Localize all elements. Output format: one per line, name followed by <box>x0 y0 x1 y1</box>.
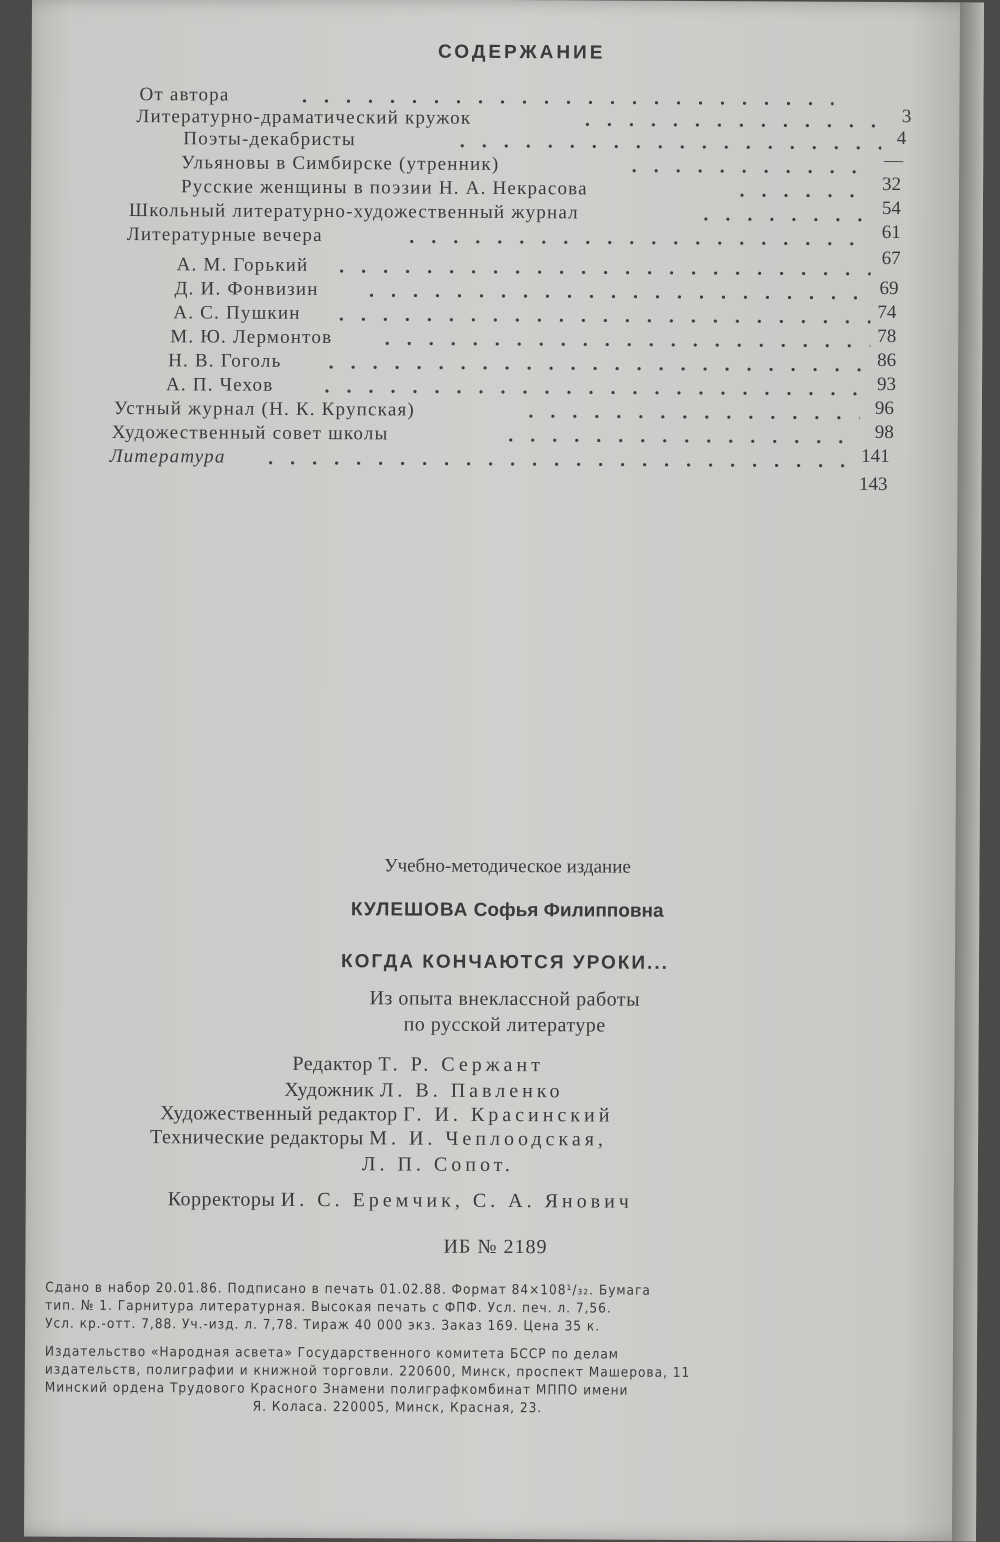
credit-person: Т. Р. Сержант <box>378 1053 544 1077</box>
credit-role: Технические редакторы <box>150 1126 364 1150</box>
credit-role: Корректоры <box>167 1188 276 1211</box>
toc-page-number: 69 <box>879 277 899 300</box>
credit-person: М. И. Чеплоодская, <box>369 1127 608 1151</box>
toc-page-number: 54 <box>881 197 901 220</box>
credit-role: Редактор <box>292 1052 373 1076</box>
toc-page-number: 78 <box>877 325 897 348</box>
toc-leader-dots <box>360 293 870 300</box>
ib-number: ИБ № 2189 <box>443 1235 548 1259</box>
toc-entry-label: А. С. Пушкин <box>173 302 301 324</box>
toc-entry-label: Литература <box>109 445 226 468</box>
toc-page-number: — <box>884 149 904 172</box>
book-subtitle-line-1: Из опыта внеклассной работы <box>369 987 641 1011</box>
toc-leader-dots <box>376 341 870 348</box>
toc-leader-dots <box>293 99 833 106</box>
author-last-name: КУЛЕШОВА <box>350 899 469 921</box>
publisher-line: издательств, полиграфии и книжной торговли. 220600, Минск, проспект Машерова, 11 <box>44 1361 691 1381</box>
edition-type: Учебно-методическое издание <box>384 855 631 878</box>
toc-leader-dots <box>316 389 870 396</box>
toc-page-number: 93 <box>876 373 897 396</box>
toc-entry-label: А. П. Чехов <box>165 374 274 396</box>
toc-page-number: 96 <box>874 397 894 420</box>
tech-line: тип. № 1. Гарнитура литературная. Высокая печать с ФПФ. Усл. печ. л. 7,56. <box>45 1297 612 1317</box>
toc-entry-label: Д. И. Фонвизин <box>174 278 319 301</box>
printer-line: Я. Коласа. 220005, Минск, Красная, 23. <box>252 1398 543 1417</box>
toc-entry-label: От автора <box>139 84 230 106</box>
credit-tech-editor-2: Л. П. Сопот. <box>361 1153 515 1177</box>
toc-page-number: 67 <box>881 247 901 270</box>
publisher-line: Издательство «Народная асвета» Государственного комитета БССР по делам <box>44 1343 619 1363</box>
tech-line: Усл. кр.-отт. 7,88. Уч.-изд. л. 7,78. Тираж 40 000 экз. Заказ 169. Цена 35 к. <box>45 1315 601 1335</box>
toc-page-number: 32 <box>882 173 902 196</box>
author-first-name: Софья Филипповна <box>473 899 664 922</box>
toc-title: СОДЕРЖАНИЕ <box>438 41 606 64</box>
toc-page-number: 86 <box>877 349 897 372</box>
toc-entry-label: Художественный совет школы <box>111 421 389 445</box>
credit-role: Художественный редактор <box>160 1102 398 1126</box>
toc-entry-label: А. М. Горький <box>176 254 309 276</box>
credit-editor <box>292 1053 544 1077</box>
toc-leader-dots <box>451 144 881 150</box>
toc-entry-label: Литературные вечера <box>126 224 323 247</box>
printer-line: Минский ордена Трудового Красного Знамени полиграфкомбинат МППО имени <box>44 1379 629 1399</box>
toc-entry-label: Поэты-декабристы <box>183 128 356 151</box>
toc-entry-label: Ульяновы в Симбирске (утренник) <box>181 152 500 175</box>
credit-correctors <box>168 1188 633 1213</box>
toc-leader-dots <box>401 239 871 245</box>
author-name <box>17 897 997 924</box>
book-title: КОГДА КОНЧАЮТСЯ УРОКИ... <box>340 951 669 974</box>
book-page <box>24 0 984 1541</box>
toc-page-number: 4 <box>896 128 907 150</box>
toc-entry-label: Устный журнал (Н. К. Крупская) <box>113 397 416 421</box>
credit-person: Л. В. Павленко <box>379 1079 564 1103</box>
book-subtitle-line-2: по русской литературе <box>403 1013 606 1037</box>
toc-page-number: 3 <box>901 106 912 128</box>
toc-leader-dots <box>576 122 886 128</box>
toc-leader-dots <box>320 365 870 372</box>
toc-leader-dots <box>260 461 850 468</box>
toc-entry-label: Школьный литературно-художественный журнал <box>128 200 579 224</box>
toc-entry-label: М. Ю. Лермонтов <box>170 326 333 349</box>
credit-role: Художник <box>284 1078 375 1102</box>
toc-leader-dots <box>623 169 873 174</box>
book-spine-edge <box>952 2 984 1541</box>
credit-tech-editors <box>150 1126 607 1151</box>
toc-entry-label: Литературно-драматический кружок <box>136 106 472 129</box>
credit-person: Г. И. Красинский <box>403 1103 614 1127</box>
credit-art-editor <box>160 1102 613 1127</box>
credit-person: И. С. Еремчик, С. А. Янович <box>280 1188 633 1213</box>
toc-page-number: 74 <box>877 301 897 324</box>
toc-leader-dots <box>520 414 860 420</box>
toc-leader-dots <box>331 269 871 276</box>
toc-leader-dots <box>500 438 860 444</box>
toc-page-number: 141 <box>861 445 890 468</box>
toc-page-number: 61 <box>881 221 901 244</box>
toc-page-number: 143 <box>858 473 888 496</box>
credit-artist <box>284 1079 563 1103</box>
toc-entry-label: Русские женщины в поэзии Н. А. Некрасова <box>180 176 588 200</box>
toc-entry-label: Н. В. Гоголь <box>168 350 282 372</box>
toc-leader-dots <box>330 317 870 324</box>
tech-line: Сдано в набор 20.01.86. Подписано в печать 01.02.88. Формат 84×108¹/₃₂. Бумага <box>45 1279 651 1299</box>
toc-page-number: 98 <box>874 421 894 444</box>
